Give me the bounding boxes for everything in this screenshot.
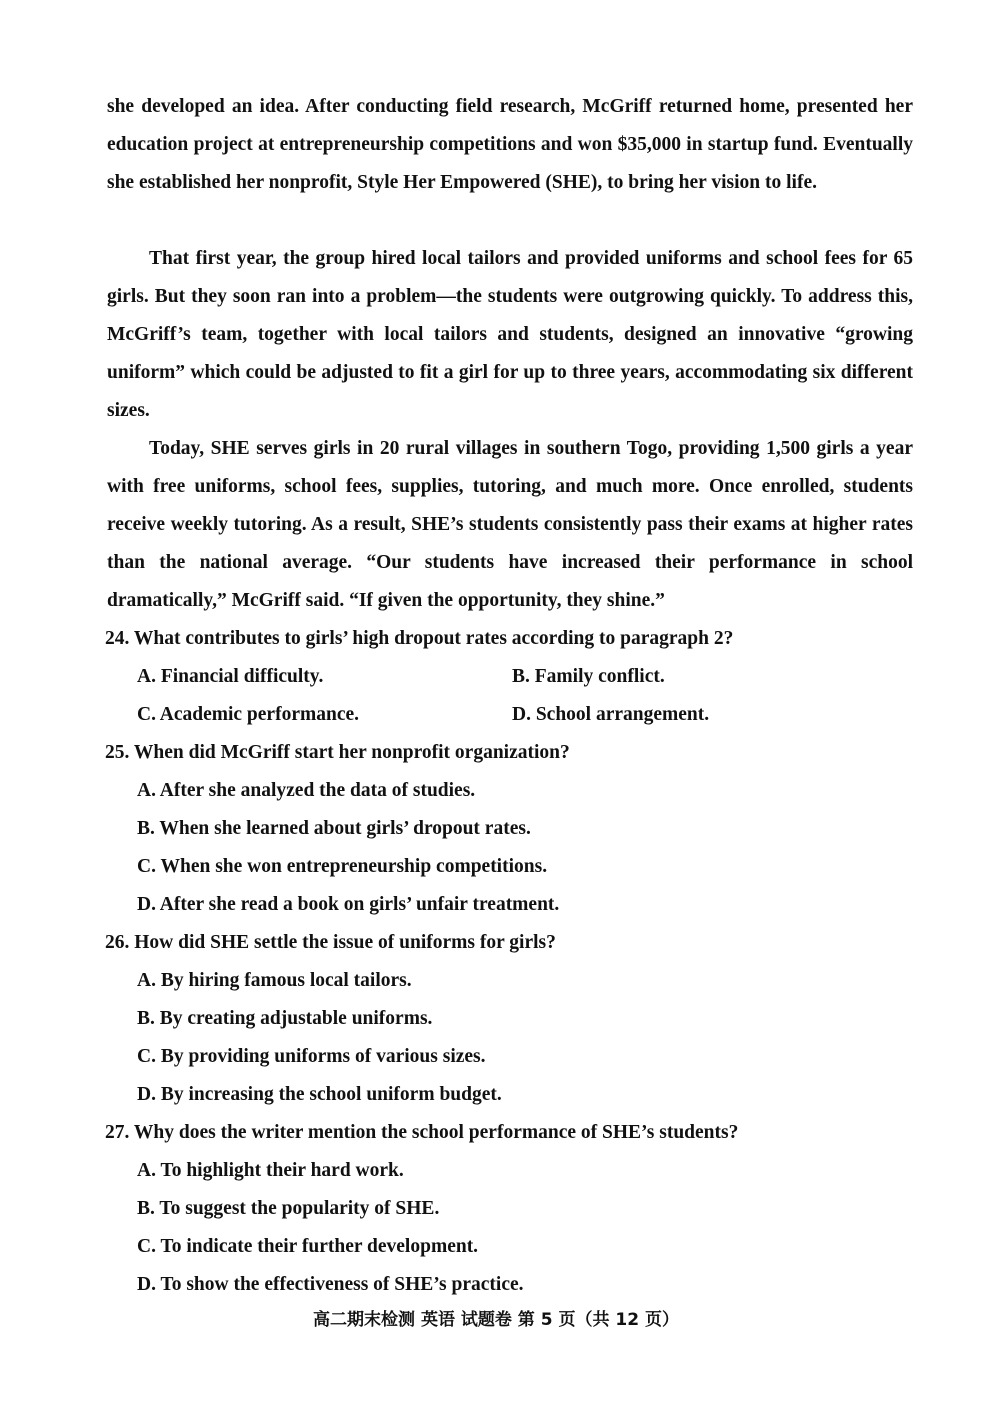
question-27-option-d: D. To show the effectiveness of SHE’s practice. <box>137 1274 524 1295</box>
question-27-option-c: C. To indicate their further development. <box>137 1236 479 1257</box>
page-footer: 高二期末检测 英语 试题卷 第 5 页（共 12 页） <box>313 1310 679 1330</box>
passage-paragraph-1: she developed an idea. After conducting field research, McGriff returned home, presented her education project at entrepreneurship competitions and won $35,000 in startup fund. Eventually she established her nonprofit, Style Her Empowered (SHE), to bring her vision to life. <box>107 96 913 193</box>
passage-paragraph-3: Today, SHE serves girls in 20 rural villages in southern Togo, providing 1,500 girls a year with free uniforms, school fees, supplies, tutoring, and much more. Once enrolled, students receive weekly tutoring. As a result, SHE’s students consistently pass their exams at higher rates than the national average. “Our students have increased their performance in school dramatically,” McGriff said. “If given the opportunity, they shine.” <box>107 438 913 611</box>
question-25-option-c: C. When she won entrepreneurship competitions. <box>137 856 548 877</box>
question-25-option-d: D. After she read a book on girls’ unfair treatment. <box>137 894 560 915</box>
passage-paragraph-2: That first year, the group hired local tailors and provided uniforms and school fees for 65 girls. But they soon ran into a problem—the students were outgrowing quickly. To address this, McGriff’s team, together with local tailors and students, designed an innovative “growing uniform” which could be adjusted to fit a girl for up to three years, accommodating six different sizes. <box>107 248 913 421</box>
question-24-option-b: B. Family conflict. <box>512 666 665 687</box>
question-27-option-a: A. To highlight their hard work. <box>137 1160 404 1181</box>
question-26-stem: 26. How did SHE settle the issue of uniforms for girls? <box>105 932 556 953</box>
question-26-option-b: B. By creating adjustable uniforms. <box>137 1008 433 1029</box>
question-25-stem: 25. When did McGriff start her nonprofit organization? <box>105 742 570 763</box>
question-26-option-c: C. By providing uniforms of various sizes. <box>137 1046 486 1067</box>
question-26-option-d: D. By increasing the school uniform budget. <box>137 1084 502 1105</box>
question-27-stem: 27. Why does the writer mention the school performance of SHE’s students? <box>105 1122 739 1143</box>
question-25-option-a: A. After she analyzed the data of studies. <box>137 780 476 801</box>
question-24-option-c: C. Academic performance. <box>137 704 360 725</box>
question-27-option-b: B. To suggest the popularity of SHE. <box>137 1198 440 1219</box>
question-24-option-d: D. School arrangement. <box>512 704 710 725</box>
question-26-option-a: A. By hiring famous local tailors. <box>137 970 412 991</box>
question-24-stem: 24. What contributes to girls’ high dropout rates according to paragraph 2? <box>105 628 734 649</box>
question-25-option-b: B. When she learned about girls’ dropout rates. <box>137 818 531 839</box>
question-24-option-a: A. Financial difficulty. <box>137 666 324 687</box>
